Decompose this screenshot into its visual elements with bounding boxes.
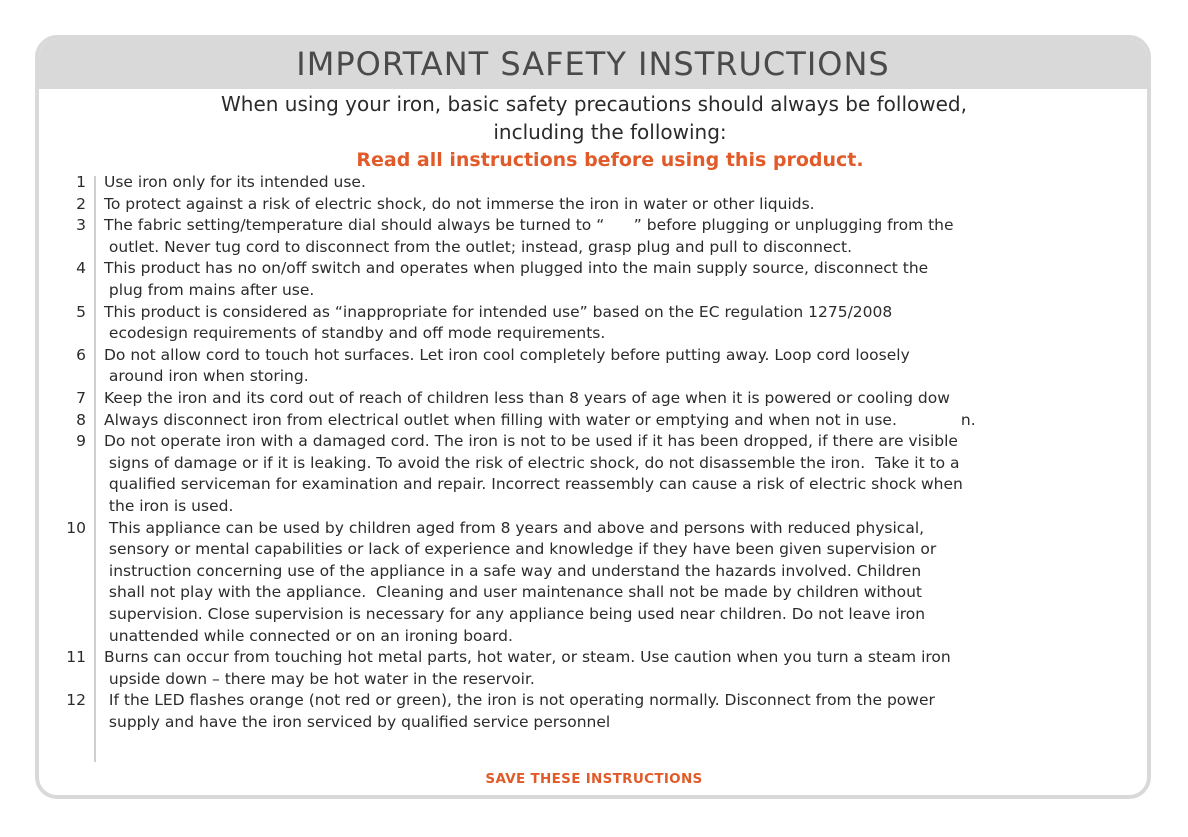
instruction-text-line: Burns can occur from touching hot metal parts, hot water, or steam. Use caution when you turn a steam iron: [104, 648, 951, 667]
instruction-text-line: qualified serviceman for examination and repair. Incorrect reassembly can cause a risk of electric shock when: [104, 475, 963, 494]
instruction-text-line: shall not play with the appliance. Cleaning and user maintenance shall not be made by children without: [104, 583, 922, 602]
title-banner: [39, 39, 1147, 89]
instruction-text-line: supply and have the iron serviced by qualified service personnel: [104, 712, 611, 731]
page-title: IMPORTANT SAFETY INSTRUCTIONS: [296, 45, 890, 83]
instruction-number: 1: [76, 173, 86, 191]
instruction-text-line: If the LED flashes orange (not red or green), the iron is not operating normally. Disconnect from the power: [104, 691, 935, 710]
instruction-number: 7: [76, 389, 86, 407]
instruction-number: 8: [76, 410, 86, 429]
instruction-text-line: ecodesign requirements of standby and off mode requirements.: [104, 324, 606, 343]
instruction-text-line: This appliance can be used by children aged from 8 years and above and persons with reduced physical,: [104, 518, 925, 537]
instruction-number: 10: [66, 518, 86, 537]
instruction-text-line: This product is considered as “inappropriate for intended use” based on the EC regulation 1275/2008: [104, 302, 893, 321]
number-divider: [94, 176, 96, 762]
save-instructions-note: SAVE THESE INSTRUCTIONS: [485, 771, 703, 787]
instruction-number: 5: [76, 302, 86, 321]
instruction-text-line: plug from mains after use.: [104, 280, 315, 299]
instruction-number: 9: [76, 432, 86, 451]
intro-line-2: including the following:: [493, 120, 727, 144]
instruction-text-line: signs of damage or if it is leaking. To avoid the risk of electric shock, do not disassemble the iron. Take it to a: [104, 453, 960, 472]
instruction-number: 3: [76, 216, 86, 235]
instruction-text-line: supervision. Close supervision is necessary for any appliance being used near children. Do not leave iron: [104, 604, 926, 623]
intro-line-1: When using your iron, basic safety precautions should always be followed,: [221, 92, 967, 116]
read-all-warning: Read all instructions before using this product.: [356, 149, 864, 171]
instruction-text-line: unattended while connected or on an ironing board.: [104, 626, 513, 645]
instruction-text-line: the iron is used.: [104, 496, 234, 515]
instruction-text-line: Do not operate iron with a damaged cord. The iron is not to be used if it has been dropped, if there are visible: [104, 432, 958, 451]
instruction-number: 11: [66, 648, 86, 667]
instruction-number: 4: [76, 259, 86, 278]
instruction-text-line: instruction concerning use of the appliance in a safe way and understand the hazards involved. Children: [104, 561, 922, 580]
instruction-text-line: The fabric setting/temperature dial should always be turned to “ ” before plugging or unplugging from the: [104, 216, 954, 235]
instruction-text-line: Use iron only for its intended use.: [104, 173, 366, 191]
instruction-number: 2: [76, 194, 86, 213]
instruction-text-line: upside down – there may be hot water in the reservoir.: [104, 669, 535, 688]
instruction-text-line: Keep the iron and its cord out of reach of children less than 8 years of age when it is powered or cooling dow: [104, 389, 950, 407]
instruction-text-line: outlet. Never tug cord to disconnect from the outlet; instead, grasp plug and pull to disconnect.: [104, 237, 853, 256]
instruction-text-line: To protect against a risk of electric shock, do not immerse the iron in water or other liquids.: [104, 194, 815, 213]
instruction-number: 6: [76, 345, 86, 364]
instruction-number: 12: [66, 691, 86, 710]
instruction-text-line: Do not allow cord to touch hot surfaces. Let iron cool completely before putting away. Loop cord loosely: [104, 345, 910, 364]
instruction-text-line: Always disconnect iron from electrical outlet when filling with water or emptying and when not in use. n.: [104, 410, 976, 429]
instruction-text-line: sensory or mental capabilities or lack of experience and knowledge if they have been given supervision or: [104, 540, 937, 559]
instruction-text-line: around iron when storing.: [104, 367, 309, 386]
instruction-text-line: This product has no on/off switch and operates when plugged into the main supply source, disconnect the: [104, 259, 929, 278]
